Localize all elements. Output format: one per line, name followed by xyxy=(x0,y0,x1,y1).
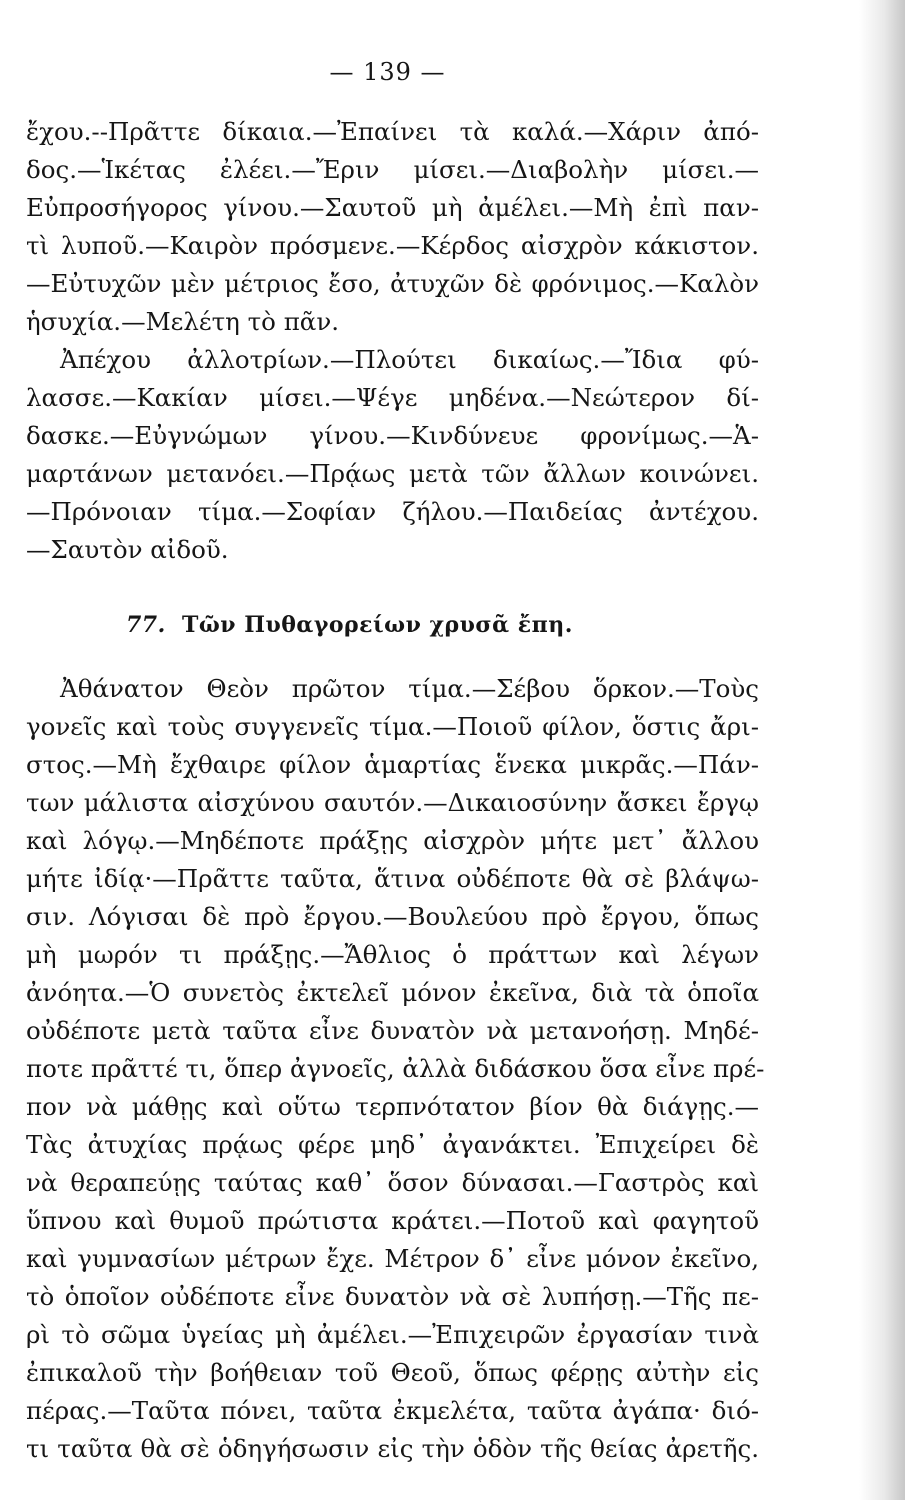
text-line: οὐδέποτε μετὰ ταῦτα εἶνε δυνατὸν νὰ μετανοήσῃ. Μηδέ- xyxy=(26,1016,759,1045)
text-line: δασκε.—Εὐγνώμων γίνου.—Κινδύνευε φρονίμως.—Ἁ- xyxy=(26,421,759,450)
text-line: μήτε ἰδίᾳ·—Πρᾶττε ταῦτα, ἅτινα οὐδέποτε θὰ σὲ βλάψω- xyxy=(26,864,759,893)
text-line: καὶ γυμνασίων μέτρων ἔχε. Μέτρον δ᾽ εἶνε μόνον ἐκεῖνο, xyxy=(26,1244,759,1273)
text-line: μὴ μωρόν τι πράξῃς.—Ἄθλιος ὁ πράττων καὶ λέγων xyxy=(26,940,759,969)
text-line: Ἀπέχου ἀλλοτρίων.—Πλούτει δικαίως.—Ἴδια φύ- xyxy=(60,345,759,374)
text-line: γονεῖς καὶ τοὺς συγγενεῖς τίμα.—Ποιοῦ φίλον, ὅστις ἄρι- xyxy=(26,712,759,741)
text-line: ἀνόητα.—Ὁ συνετὸς ἐκτελεῖ μόνον ἐκεῖνα, διὰ τὰ ὁποῖα xyxy=(26,978,759,1007)
text-line: στος.—Μὴ ἔχθαιρε φίλον ἁμαρτίας ἕνεκα μικρᾶς.—Πάν- xyxy=(26,750,759,779)
text-line: —Σαυτὸν αἰδοῦ. xyxy=(26,535,229,564)
section-title: Τῶν Πυθαγορείων χρυσᾶ ἔπη. xyxy=(181,612,573,638)
text-line: δος.—Ἱκέτας ἐλέει.—Ἔριν μίσει.—Διαβολὴν μίσει.— xyxy=(26,155,759,184)
text-line: —Εὐτυχῶν μὲν μέτριος ἔσο, ἀτυχῶν δὲ φρόνιμος.—Καλὸν xyxy=(26,269,759,298)
text-line: Τὰς ἀτυχίας πρᾴως φέρε μηδ᾽ ἀγανάκτει. Ἐπιχείρει δὲ xyxy=(26,1130,759,1159)
text-line: ρὶ τὸ σῶμα ὑγείας μὴ ἀμέλει.—Ἐπιχειρῶν ἐργασίαν τινὰ xyxy=(26,1320,759,1349)
text-line: ἐπικαλοῦ τὴν βοήθειαν τοῦ Θεοῦ, ὅπως φέρῃς αὐτὴν εἰς xyxy=(26,1358,759,1387)
text-line: νὰ θεραπεύῃς ταύτας καθ᾽ ὅσον δύνασαι.—Γαστρὸς καὶ xyxy=(26,1168,759,1197)
text-line: σιν. Λόγισαι δὲ πρὸ ἔργου.—Βουλεύου πρὸ ἔργου, ὅπως xyxy=(26,902,759,931)
text-line: —Πρόνοιαν τίμα.—Σοφίαν ζήλου.—Παιδείας ἀντέχου. xyxy=(26,497,759,526)
section-number: 77. xyxy=(126,612,166,638)
text-line: Εὐπροσήγορος γίνου.—Σαυτοῦ μὴ ἀμέλει.—Μὴ ἐπὶ παν- xyxy=(26,193,759,222)
text-line: τι ταῦτα θὰ σὲ ὁδηγήσωσιν εἰς τὴν ὁδὸν τῆς θείας ἀρετῆς. xyxy=(26,1434,759,1463)
section-heading xyxy=(126,608,573,642)
text-line: ἔχου.--Πρᾶττε δίκαια.—Ἐπαίνει τὰ καλά.—Χάριν ἀπό- xyxy=(26,117,759,146)
text-line: λασσε.—Κακίαν μίσει.—Ψέγε μηδένα.—Νεώτερον δί- xyxy=(26,383,759,412)
paragraph-block-maxims xyxy=(26,113,759,569)
text-line: τὸ ὁποῖον οὐδέποτε εἶνε δυνατὸν νὰ σὲ λυπήσῃ.—Τῆς πε- xyxy=(26,1282,759,1311)
text-line: ἡσυχία.—Μελέτη τὸ πᾶν. xyxy=(26,307,340,336)
paragraph-block-golden-verses xyxy=(26,670,765,1468)
text-line: μαρτάνων μετανόει.—Πρᾴως μετὰ τῶν ἄλλων κοινώνει. xyxy=(26,459,759,488)
text-line: ποτε πρᾶττέ τι, ὅπερ ἀγνοεῖς, ἀλλὰ διδάσκου ὅσα εἶνε πρέ- xyxy=(26,1054,765,1083)
text-line: ὕπνου καὶ θυμοῦ πρώτιστα κράτει.—Ποτοῦ καὶ φαγητοῦ xyxy=(26,1206,759,1235)
text-line: καὶ λόγῳ.—Μηδέποτε πράξῃς αἰσχρὸν μήτε μετ᾽ ἄλλου xyxy=(26,826,759,855)
text-line: Ἀθάνατον Θεὸν πρῶτον τίμα.—Σέβου ὅρκον.—Τοὺς xyxy=(60,674,759,703)
text-line: πέρας.—Ταῦτα πόνει, ταῦτα ἐκμελέτα, ταῦτα ἀγάπα· διό- xyxy=(26,1396,759,1425)
text-line: τὶ λυποῦ.—Καιρὸν πρόσμενε.—Κέρδος αἰσχρὸν κάκιστον. xyxy=(26,231,759,260)
text-line: πον νὰ μάθῃς καὶ οὕτω τερπνότατον βίον θὰ διάγῃς.— xyxy=(26,1092,759,1121)
page-edge-shadow xyxy=(859,0,905,1500)
text-line: των μάλιστα αἰσχύνου σαυτόν.—Δικαιοσύνην ἄσκει ἔργῳ xyxy=(26,788,759,817)
page-number: — 139 — xyxy=(329,58,446,86)
